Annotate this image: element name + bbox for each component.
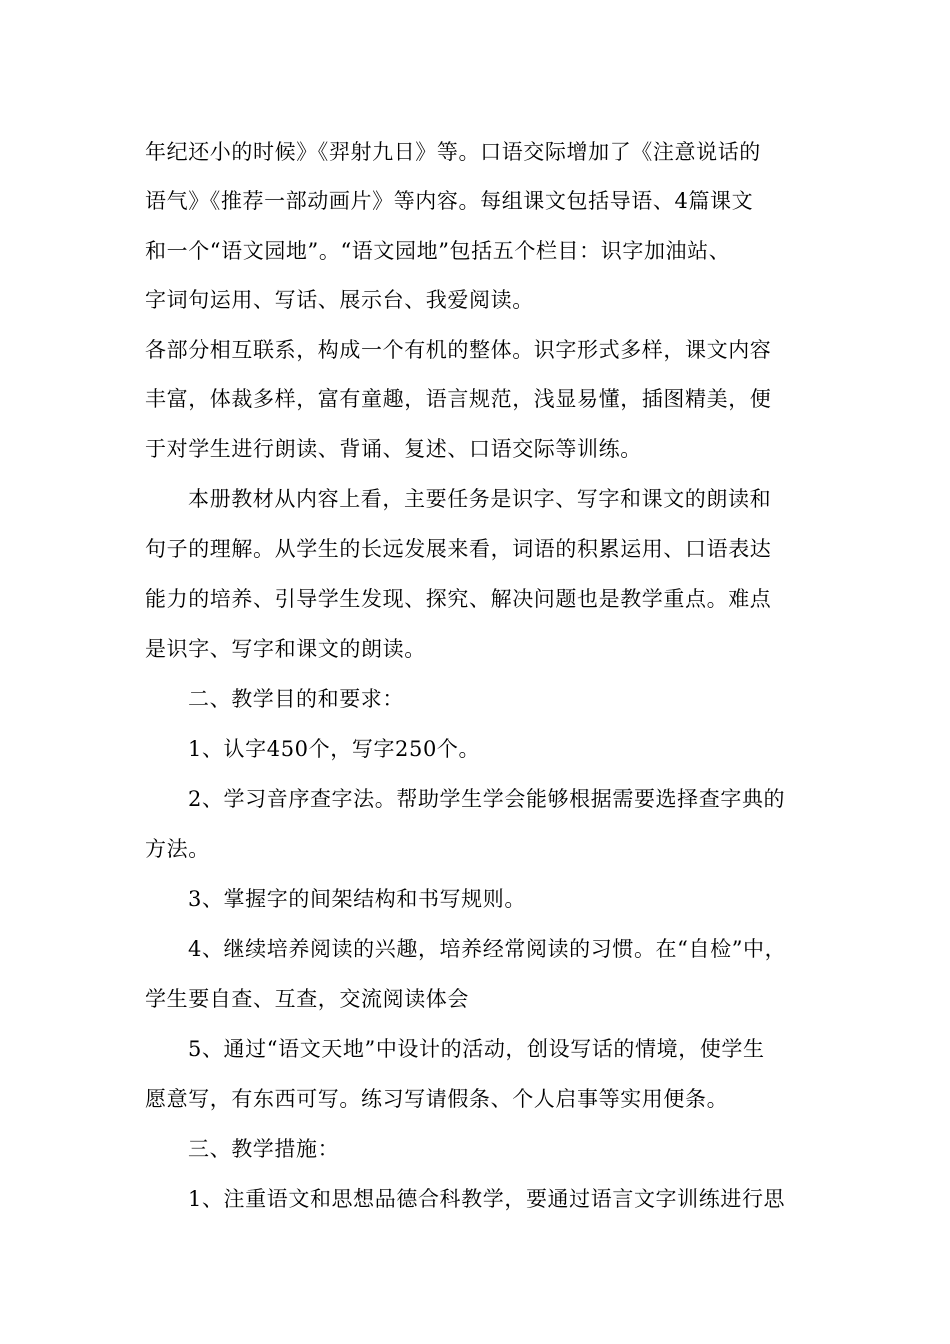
list-item: 1、认字450个，写字250个。 <box>188 737 481 761</box>
list-item: 5、通过“语文天地”中设计的活动，创设写话的情境，使学生 <box>188 1037 765 1061</box>
text-line: 丰富，体裁多样，富有童趣，语言规范，浅显易懂，插图精美，便 <box>145 387 772 411</box>
list-item: 3、掌握字的间架结构和书写规则。 <box>188 887 526 911</box>
section-heading: 三、教学措施： <box>188 1137 340 1161</box>
list-item: 4、继续培养阅读的兴趣，培养经常阅读的习惯。在“自检”中， <box>188 937 787 961</box>
list-item: 2、学习音序查字法。帮助学生学会能够根据需要选择查字典的 <box>188 787 786 811</box>
text-line: 年纪还小的时候》《羿射九日》等。口语交际增加了《注意说话的 <box>145 140 761 164</box>
text-line: 学生要自查、互查，交流阅读体会 <box>145 987 469 1011</box>
text-line: 各部分相互联系，构成一个有机的整体。识字形式多样，课文内容 <box>145 338 772 362</box>
list-item: 1、注重语文和思想品德合科教学，要通过语言文字训练进行思 <box>188 1187 786 1211</box>
text-line: 语气》《推荐一部动画片》等内容。每组课文包括导语、4篇课文 <box>145 189 754 213</box>
text-line: 字词句运用、写话、展示台、我爱阅读。 <box>145 288 534 312</box>
text-line: 是识字、写字和课文的朗读。 <box>145 637 426 661</box>
text-line: 方法。 <box>145 837 210 861</box>
text-line: 和一个“语文园地”。“语文园地”包括五个栏目：识字加油站、 <box>145 239 731 263</box>
text-line: 句子的理解。从学生的长远发展来看，词语的积累运用、口语表达 <box>145 537 772 561</box>
text-line: 本册教材从内容上看，主要任务是识字、写字和课文的朗读和 <box>188 487 772 511</box>
text-line: 于对学生进行朗读、背诵、复述、口语交际等训练。 <box>145 437 642 461</box>
text-line: 能力的培养、引导学生发现、探究、解决问题也是教学重点。难点 <box>145 587 772 611</box>
section-heading: 二、教学目的和要求： <box>188 687 404 711</box>
text-line: 愿意写，有东西可写。练习写请假条、个人启事等实用便条。 <box>145 1087 729 1111</box>
